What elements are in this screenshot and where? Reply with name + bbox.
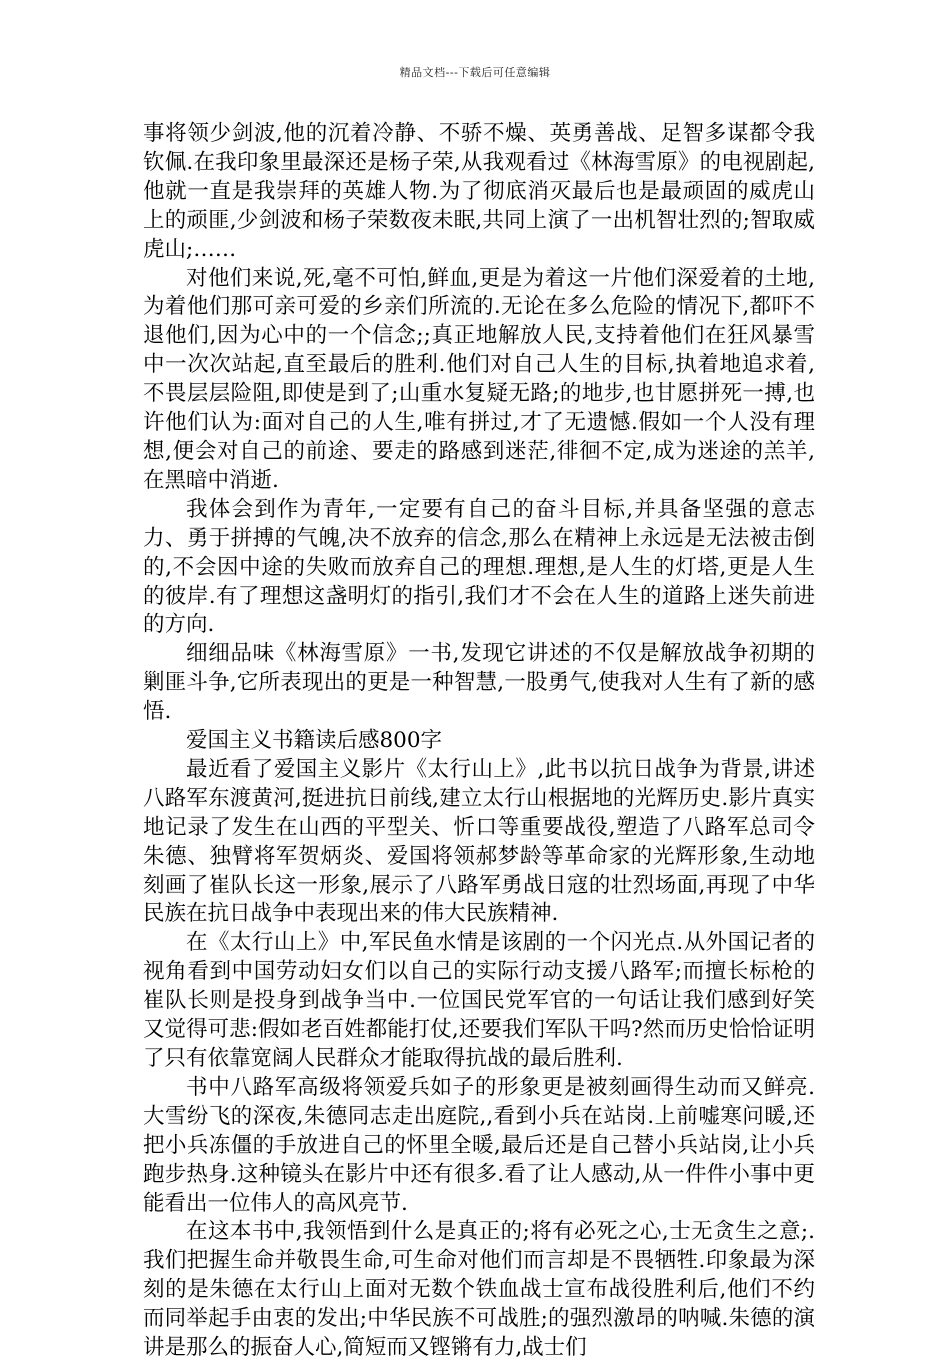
paragraph: 事将领少剑波,他的沉着冷静、不骄不燥、英勇善战、足智多谋都令我钦佩.在我印象里最深还是杨子荣,从我观看过《林海雪原》的电视剧起,他就一直是我崇拜的英雄人物.为了彻底消灭最后也是最顽固的威虎山上的顽匪,少剑波和杨子荣数夜未眠,共同上演了一出机智壮烈的;智取威虎山;…… (143, 121, 815, 262)
page-header: 精品文档---下载后可任意编辑 (399, 66, 551, 79)
paragraph: 书中八路军高级将领爱兵如子的形象更是被刻画得生动而又鲜亮.大雪纷飞的深夜,朱德同志走出庭院,,看到小兵在站岗.上前嘘寒问暖,还把小兵冻僵的手放进自己的怀里全暖,最后还是自己替小兵站岗,让小兵跑步热身.这种镜头在影片中还有很多.看了让人感动,从一件件小事中更能看出一位伟人的高风亮节. (143, 1074, 815, 1216)
paragraph: 细细品味《林海雪原》一书,发现它讲述的不仅是解放战争初期的剿匪斗争,它所表现出的更是一种智慧,一股勇气,使我对人生有了新的感悟. (143, 641, 815, 725)
paragraph: 在这本书中,我领悟到什么是真正的;将有必死之心,士无贪生之意;.我们把握生命并敬畏生命,可生命对他们而言却是不畏牺牲.印象最为深刻的是朱德在太行山上面对无数个铁血战士宣布战役胜利后,他们不约而同举起手由衷的发出;中华民族不可战胜;的强烈激昂的呐喊.朱德的演讲是那么的振奋人心,简短而又铿锵有力,战士们 (143, 1219, 815, 1361)
paragraph: 我体会到作为青年,一定要有自己的奋斗目标,并具备坚强的意志力、勇于拼搏的气魄,决不放弃的信念,那么在精神上永远是无法被击倒的,不会因中途的失败而放弃自己的理想.理想,是人生的灯塔,更是人生的彼岸.有了理想这盏明灯的指引,我们才不会在人生的道路上迷失前进的方向. (143, 496, 815, 638)
paragraph: 对他们来说,死,毫不可怕,鲜血,更是为着这一片他们深爱着的土地,为着他们那可亲可爱的乡亲们所流的.无论在多么危险的情况下,都吓不退他们,因为心中的一个信念;;真正地解放人民,支持着他们在狂风暴雪中一次次站起,直至最后的胜利.他们对自己人生的目标,执着地追求着,不畏层层险阻,即使是到了;山重水复疑无路;的地步,也甘愿拼死一搏,也许他们认为:面对自己的人生,唯有拼过,才了无遗憾.假如一个人没有理想,便会对自己的前途、要走的路感到迷茫,徘徊不定,成为迷途的羔羊,在黑暗中消逝. (143, 265, 815, 493)
paragraph: 最近看了爱国主义影片《太行山上》,此书以抗日战争为背景,讲述八路军东渡黄河,挺进抗日前线,建立太行山根据地的光辉历史.影片真实地记录了发生在山西的平型关、忻口等重要战役,塑造了八路军总司令朱德、独臂将军贺炳炎、爱国将领郝梦龄等革命家的光辉形象,生动地刻画了崔队长这一形象,展示了八路军勇战日寇的壮烈场面,再现了中华民族在抗日战争中表现出来的伟大民族精神. (143, 756, 815, 927)
document-body (143, 120, 815, 1363)
section-heading: 爱国主义书籍读后感800字 (186, 728, 443, 754)
paragraph: 在《太行山上》中,军民鱼水情是该剧的一个闪光点.从外国记者的视角看到中国劳动妇女们以自己的实际行动支援八路军;而擅长标枪的崔队长则是投身到战争当中.一位国民党军官的一句话让我们感到好笑又觉得可悲:假如老百姓都能打仗,还要我们军队干吗?然而历史恰恰证明了只有依靠宽阔人民群众才能取得抗战的最后胜利. (143, 930, 815, 1071)
